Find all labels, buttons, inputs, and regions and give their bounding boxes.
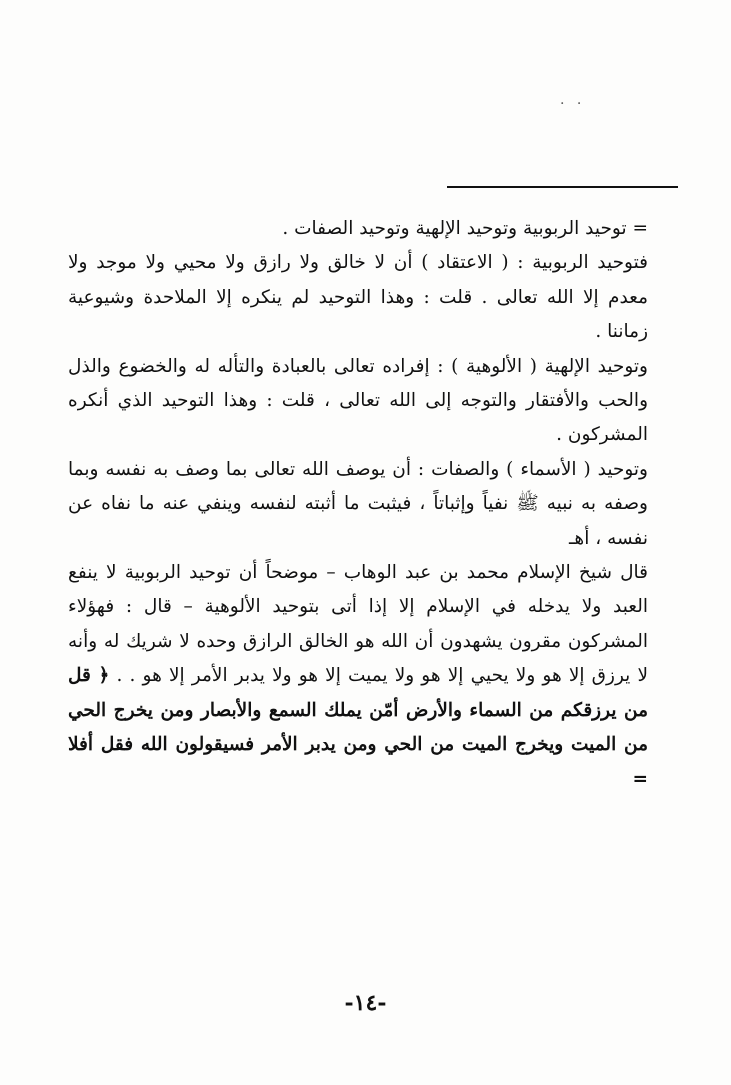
page-number: -١٤-: [344, 990, 387, 1016]
header-marks: . .: [560, 92, 586, 108]
body-text: [68, 212, 648, 797]
paragraph-5: [68, 556, 648, 797]
paragraph-2: فتوحيد الربوبية : ( الاعتقاد ) أن لا خالق ولا رازق ولا محيي ولا موجد ولا معدم إلا الله تعالى . قلت : وهذا التوحيد لم ينكره إلا الملاحدة وشيوعية زماننا .: [68, 252, 648, 343]
quran-verse: ﴿ قل من يرزقكم من السماء والأرض أمّن يملك السمع والأبصار ومن يخرج الحي من الميت ويخرج الميت من الحي ومن يدبر الأمر فسيقولون الله فقل أفلا =: [68, 665, 648, 790]
paragraph-3: وتوحيد الإلهية ( الألوهية ) : إفراده تعالى بالعبادة والتأله له والخضوع والذل والحب والأفتقار والتوجه إلى الله تعالى ، قلت : وهذا التوحيد الذي أنكره المشركون .: [68, 355, 648, 446]
paragraph-5-text: قال شيخ الإسلام محمد بن عبد الوهاب – موضحاً أن توحيد الربوبية لا ينفع العبد ولا يدخله في الإسلام إلا إذا أتى بتوحيد الألوهية – قال : فهؤلاء المشركون مقرون يشهدون أن الله هو الخالق الرازق وحده لا شريك له وأنه لا يرزق إلا هو ولا يحيي إلا هو ولا يميت إلا هو ولا يدبر الأمر إلا هو . .: [68, 562, 648, 687]
paragraph-4: وتوحيد ( الأسماء ) والصفات : أن يوصف الله تعالى بما وصف به نفسه وبما وصفه به نبيه ﷺ نفياً وإثباتاً ، فيثبت ما أثبته لنفسه وينفي عنه ما نفاه عن نفسه ، أهـ: [68, 458, 648, 549]
paragraph-1: = توحيد الربوبية وتوحيد الإلهية وتوحيد الصفات .: [282, 218, 648, 239]
footnote-separator-rule: [447, 186, 678, 188]
